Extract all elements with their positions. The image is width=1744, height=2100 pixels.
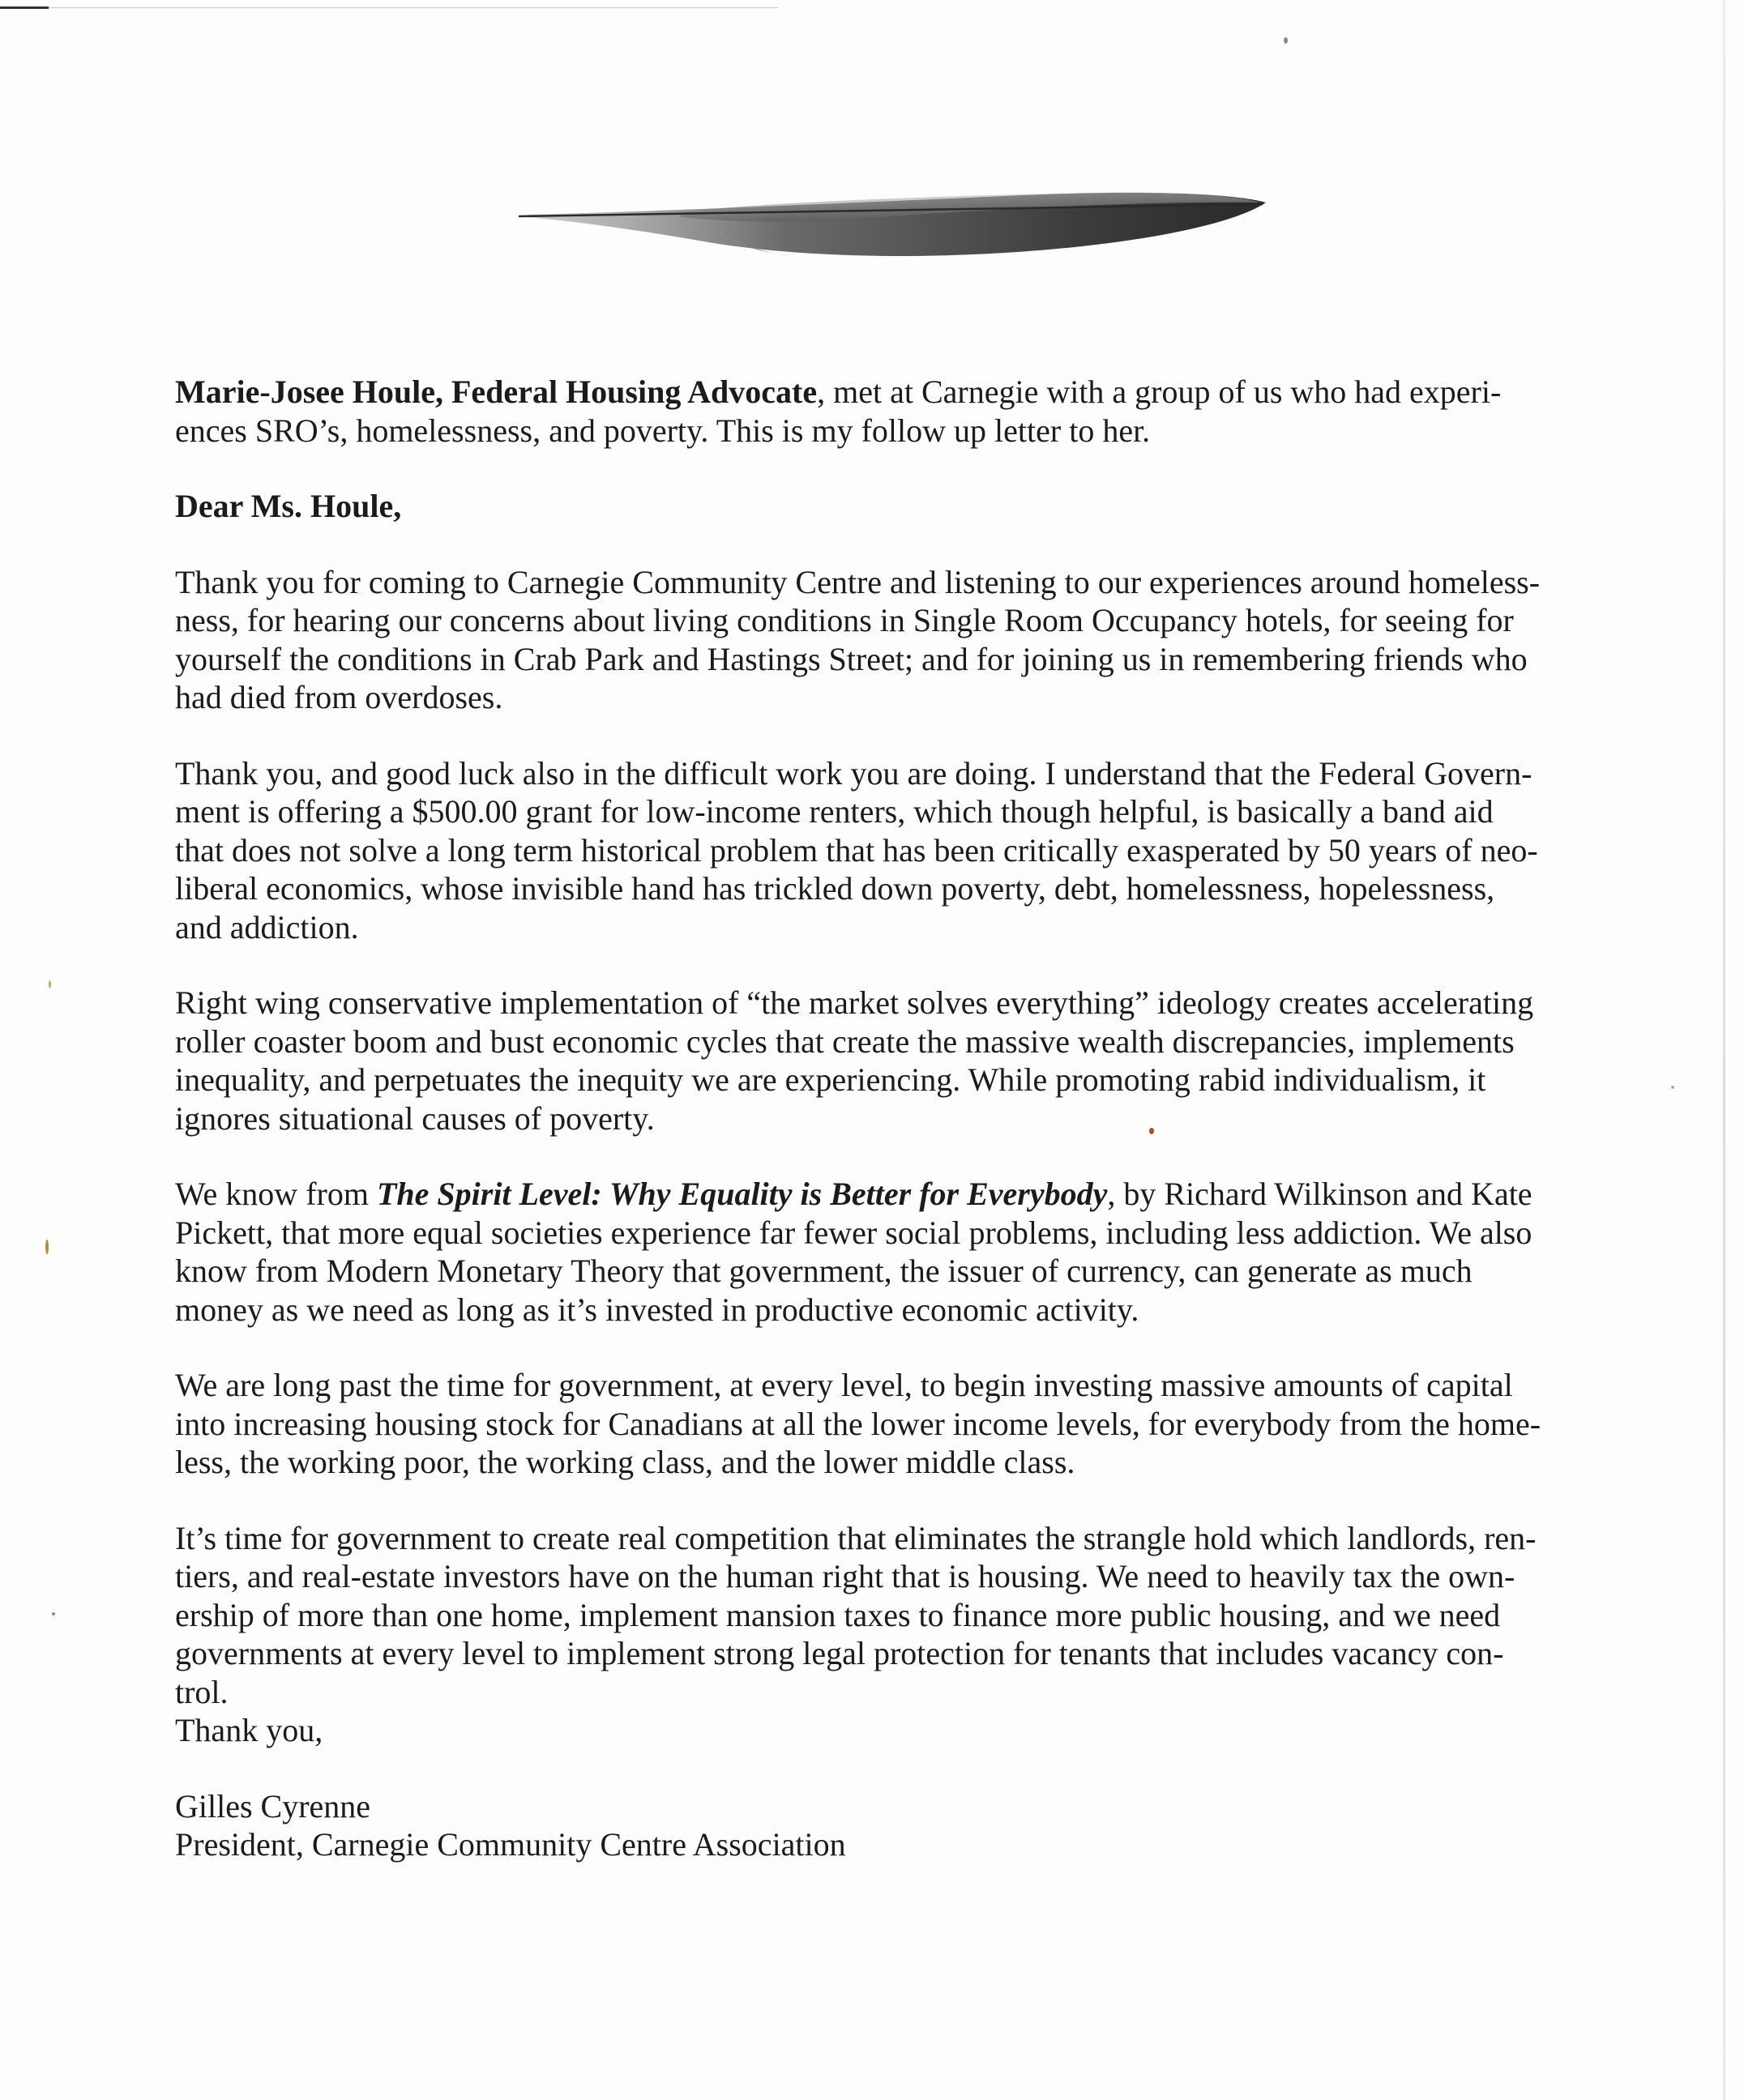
scan-artifact-line <box>0 6 49 9</box>
text-line: , by Richard Wilkinson and Kate <box>1107 1176 1532 1212</box>
paragraph-2 <box>175 754 1699 947</box>
text-line: money as we need as long as it’s invested in productive economic activity. <box>175 1291 1139 1328</box>
text-line: tiers, and real-estate investors have on the human right that is housing. We need to heavily tax the own- <box>175 1558 1515 1594</box>
scan-speck <box>45 1240 49 1254</box>
text-line: less, the working poor, the working class, and the lower middle class. <box>175 1444 1075 1480</box>
text-line: ness, for hearing our concerns about living conditions in Single Room Occupancy hotels, for seeing for <box>175 602 1514 638</box>
scan-speck <box>49 980 51 988</box>
text-line: and addiction. <box>175 908 359 945</box>
text-line: It’s time for government to create real competition that eliminates the strangle hold which landlords, ren- <box>175 1519 1537 1556</box>
feather-icon <box>519 178 1272 275</box>
text-line: trol. <box>175 1673 229 1710</box>
text-line: inequality, and perpetuates the inequity we are experiencing. While promoting rabid individualism, it <box>175 1061 1486 1098</box>
text-line: roller coaster boom and bust economic cycles that create the massive wealth discrepancies, implements <box>175 1022 1515 1060</box>
text-line: Right wing conservative implementation of “the market solves everything” ideology creates accelerating <box>175 984 1534 1021</box>
letter-body <box>175 373 1699 1864</box>
text-line: ignores situational causes of poverty. <box>175 1099 655 1137</box>
intro-line-2: ences SRO’s, homelessness, and poverty. This is my follow up letter to her. <box>175 412 1151 449</box>
scan-artifact-line-faint <box>49 7 778 8</box>
signature-name: Gilles Cyrenne <box>175 1787 371 1825</box>
book-title: The Spirit Level: Why Equality is Better for Everybody <box>376 1176 1108 1212</box>
text-line: liberal economics, whose invisible hand has trickled down poverty, debt, homelessness, hopelessness, <box>175 870 1495 907</box>
salutation: Dear Ms. Houle, <box>175 488 402 524</box>
paragraph-5 <box>175 1366 1699 1482</box>
text-line: Thank you for coming to Carnegie Community Centre and listening to our experiences around homeless- <box>175 563 1541 600</box>
scan-artifact-edge <box>1723 0 1725 2100</box>
text-line: that does not solve a long term historical problem that has been critically exasperated by 50 years of neo- <box>175 831 1538 869</box>
signature-block <box>175 1787 1699 1864</box>
paragraph-3 <box>175 984 1699 1138</box>
text-line: governments at every level to implement strong legal protection for tenants that includes vacancy con- <box>175 1635 1504 1671</box>
scan-speck <box>52 1612 55 1616</box>
advocate-name: Marie-Josee Houle, Federal Housing Advocate <box>175 373 818 410</box>
text-line: ment is offering a $500.00 grant for low-income renters, which though helpful, is basically a band aid <box>175 793 1494 830</box>
signature-title: President, Carnegie Community Centre Association <box>175 1826 846 1863</box>
closing: Thank you, <box>175 1712 323 1748</box>
scan-speck <box>1284 37 1288 44</box>
text-line: know from Modern Monetary Theory that government, the issuer of currency, can generate as much <box>175 1253 1473 1289</box>
paragraph-6 <box>175 1519 1699 1712</box>
paragraph-1 <box>175 563 1699 717</box>
text-line: yourself the conditions in Crab Park and Hastings Street; and for joining us in remembering friends who <box>175 640 1528 677</box>
text-line: We know from <box>175 1176 377 1212</box>
paragraph-4 <box>175 1175 1699 1329</box>
text-line: Thank you, and good luck also in the difficult work you are doing. I understand that the Federal Govern- <box>175 754 1532 792</box>
text-line: Pickett, that more equal societies experience far fewer social problems, including less addiction. We also <box>175 1214 1532 1251</box>
text-line: We are long past the time for government, at every level, to begin investing massive amounts of capital <box>175 1367 1513 1403</box>
text-line: had died from overdoses. <box>175 679 503 715</box>
text-line: ership of more than one home, implement mansion taxes to finance more public housing, and we need <box>175 1596 1501 1633</box>
intro-paragraph <box>175 373 1699 450</box>
text-line: into increasing housing stock for Canadians at all the lower income levels, for everybody from the home- <box>175 1405 1541 1442</box>
intro-line-1: , met at Carnegie with a group of us who had experi- <box>817 373 1502 410</box>
